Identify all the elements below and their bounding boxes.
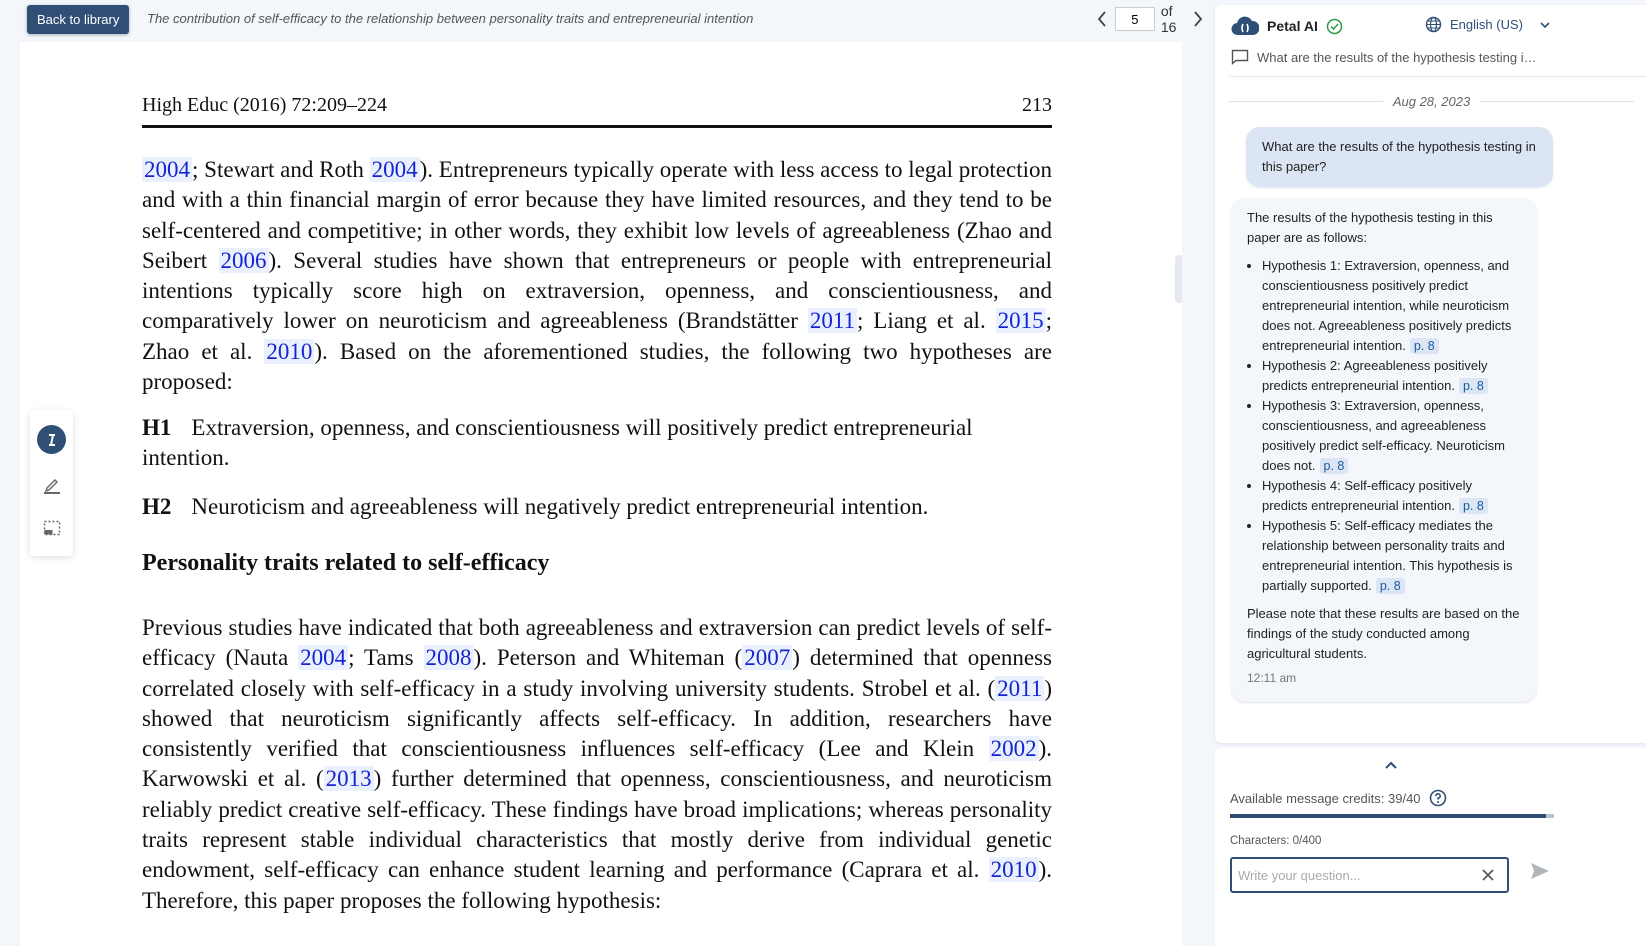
- help-icon[interactable]: [1429, 789, 1447, 807]
- citation-link[interactable]: 2011: [809, 308, 855, 334]
- hypothesis-h2: [142, 492, 1052, 522]
- collapse-toggle-button[interactable]: [1380, 756, 1402, 774]
- list-item: [1262, 356, 1521, 396]
- chevron-left-icon: [1097, 11, 1107, 27]
- area-select-tool-button[interactable]: [37, 513, 66, 542]
- highlight-tool-button[interactable]: [37, 470, 66, 499]
- clear-input-icon[interactable]: [1480, 867, 1496, 883]
- credits-progress-bar: [1230, 814, 1554, 818]
- page-reference-link[interactable]: p. 8: [1459, 498, 1488, 514]
- header-divider: [1229, 76, 1646, 77]
- user-message-bubble: What are the results of the hypothesis testing in this paper?: [1246, 127, 1553, 187]
- pdf-page: [20, 42, 1182, 946]
- list-item: [1262, 516, 1521, 596]
- citation-link[interactable]: 2008: [425, 645, 472, 671]
- result-text: Hypothesis 2: Agreeableness positively predicts entrepreneurial intention.: [1262, 358, 1488, 393]
- page-reference-link[interactable]: p. 8: [1320, 458, 1349, 474]
- result-text: Hypothesis 4: Self-efficacy positively predicts entrepreneurial intention.: [1262, 478, 1473, 513]
- citation-link[interactable]: 2015: [997, 308, 1044, 334]
- citation-link[interactable]: 2004: [300, 645, 347, 671]
- page-reference-link[interactable]: p. 8: [1410, 338, 1439, 354]
- credits-progress-fill: [1230, 814, 1546, 818]
- citation-link[interactable]: 2007: [744, 645, 791, 671]
- page-navigator: [1095, 3, 1205, 35]
- chat-bubble-icon: [1231, 49, 1249, 65]
- document-title: The contribution of self-efficacy to the relationship between personality traits and entrepreneurial intention: [147, 11, 754, 26]
- ai-chat-panel: [1215, 5, 1646, 743]
- assistant-name: Petal AI: [1267, 18, 1318, 34]
- annotation-toolbar: [30, 410, 73, 556]
- area-select-icon: [42, 518, 62, 538]
- chevron-right-icon: [1193, 11, 1203, 27]
- hypothesis-h1: [142, 413, 1052, 473]
- date-separator: [1229, 94, 1634, 109]
- page-total-label: of 16: [1160, 3, 1177, 35]
- question-input-box: [1230, 857, 1509, 893]
- citation-link[interactable]: 2010: [990, 857, 1037, 883]
- ai-results-list: [1262, 256, 1521, 596]
- back-to-library-button[interactable]: Back to library: [27, 5, 129, 34]
- page-reference-link[interactable]: p. 8: [1459, 378, 1488, 394]
- conversation-thread-selector[interactable]: [1231, 49, 1551, 65]
- result-text: Hypothesis 5: Self-efficacy mediates the relationship between personality traits and entrepreneurial intention. This hypothesis is partially supported.: [1262, 518, 1513, 593]
- send-icon[interactable]: [1529, 860, 1551, 882]
- result-text: Hypothesis 1: Extraversion, openness, and conscientiousness positively predict entrepreneurial intention, while neuroticism does not. Agreeableness positively predicts entrepreneurial intention.: [1262, 258, 1512, 353]
- message-date: Aug 28, 2023: [1392, 94, 1471, 109]
- divider-line: [1480, 101, 1634, 102]
- journal-citation: High Educ (2016) 72:209–224: [142, 94, 387, 116]
- message-credits: [1230, 789, 1447, 807]
- page-reference-link[interactable]: p. 8: [1376, 578, 1405, 594]
- text-cursor-icon: [45, 433, 59, 447]
- question-input[interactable]: [1238, 865, 1468, 885]
- citation-link[interactable]: 2004: [371, 157, 418, 182]
- list-item: [1262, 476, 1521, 516]
- character-count: Characters: 0/400: [1230, 835, 1322, 847]
- page-number-input[interactable]: [1115, 7, 1155, 31]
- ai-outro-text: Please note that these results are based on the findings of the study conducted among agricultural students.: [1247, 606, 1520, 661]
- top-bar: [0, 0, 1200, 40]
- hypothesis-label: H1: [142, 415, 172, 440]
- header-rule: [142, 125, 1052, 128]
- list-item: [1262, 256, 1521, 356]
- next-page-button[interactable]: [1191, 8, 1205, 30]
- citation-link[interactable]: 2006: [220, 247, 267, 273]
- chevron-down-icon: [1539, 19, 1551, 31]
- credits-label: Available message credits: 39/40: [1230, 790, 1421, 806]
- citation-link[interactable]: 2004: [144, 157, 190, 182]
- citation-link[interactable]: 2010: [266, 338, 313, 364]
- list-item: [1262, 396, 1521, 476]
- globe-icon: [1425, 16, 1442, 33]
- assistant-header: [1231, 16, 1343, 36]
- text-select-tool-button[interactable]: [37, 425, 66, 454]
- chevron-up-icon: [1384, 760, 1398, 770]
- paragraph-1: 2004; Stewart and Roth 2004). Entrepreneurs typically operate with less access to legal protection and with a thin financial margin of error because they have limited resources, and they tend to be self-centered and competitive; in other words, they exhibit low levels of agreeableness (Zhao and Seibert 2006). Several studies have shown that entrepreneurs or people with entrepreneurial intentions typically score high on extraversion, openness, and conscientiousness, and comparatively lower on neuroticism and agreeableness (Brandstätter 2011; Liang et al. 2015; Zhao et al. 2010). Based on the aforementioned studies, the following two hypotheses are proposed:: [142, 157, 1053, 395]
- language-label: English (US): [1450, 17, 1523, 32]
- petal-cloud-logo-icon: [1231, 16, 1259, 36]
- section-heading: Personality traits related to self-efficacy: [142, 550, 550, 576]
- ai-intro-text: The results of the hypothesis testing in this paper are as follows:: [1247, 210, 1493, 245]
- document-scrollbar[interactable]: [1175, 255, 1182, 303]
- hypothesis-text: Extraversion, openness, and conscientiousness will positively predict entrepreneurial intention.: [142, 415, 973, 470]
- result-text: Hypothesis 3: Extraversion, openness, conscientiousness, and agreeableness positively predict self-efficacy. Neuroticism does not.: [1262, 398, 1505, 473]
- citation-link[interactable]: 2013: [325, 766, 372, 792]
- citation-link[interactable]: 2002: [990, 736, 1037, 762]
- page-number: 213: [1022, 94, 1052, 116]
- divider-line: [1229, 101, 1383, 102]
- hypothesis-text: Neuroticism and agreeableness will negatively predict entrepreneurial intention.: [191, 494, 929, 519]
- running-head: [142, 94, 1052, 117]
- hypothesis-label: H2: [142, 494, 172, 519]
- previous-page-button[interactable]: [1095, 8, 1109, 30]
- thread-title: What are the results of the hypothesis testing i…: [1257, 49, 1537, 65]
- language-selector[interactable]: [1425, 16, 1551, 33]
- message-timestamp: 12:11 am: [1247, 671, 1297, 685]
- pen-icon: [42, 475, 62, 495]
- verified-check-icon: [1326, 18, 1343, 35]
- citation-link[interactable]: 2011: [997, 675, 1043, 701]
- question-input-panel: [1215, 748, 1646, 946]
- ai-response-bubble: [1231, 198, 1537, 702]
- paragraph-2: Previous studies have indicated that both agreeableness and extraversion can predict levels of self-efficacy (Nauta 2004; Tams 2008). Peterson and Whiteman (2007) determined that openness correlated closely with self-efficacy in a study involving university students. Strobel et al. (2011) showed that neuroticism significantly affects self-efficacy. In addition, researchers have consistently verified that conscientiousness influences self-efficacy (Lee and Klein 2002). Karwowski et al. (2013) further determined that openness, conscientiousness, and neuroticism reliably predict creative self-efficacy. These findings have broad implications; whereas personality traits represent stable individual characteristics that mostly derive from individual genetic endowment, self-efficacy can enhance student learning and performance (Caprara et al. 2010). Therefore, this paper proposes the following hypothesis:: [142, 615, 1053, 913]
